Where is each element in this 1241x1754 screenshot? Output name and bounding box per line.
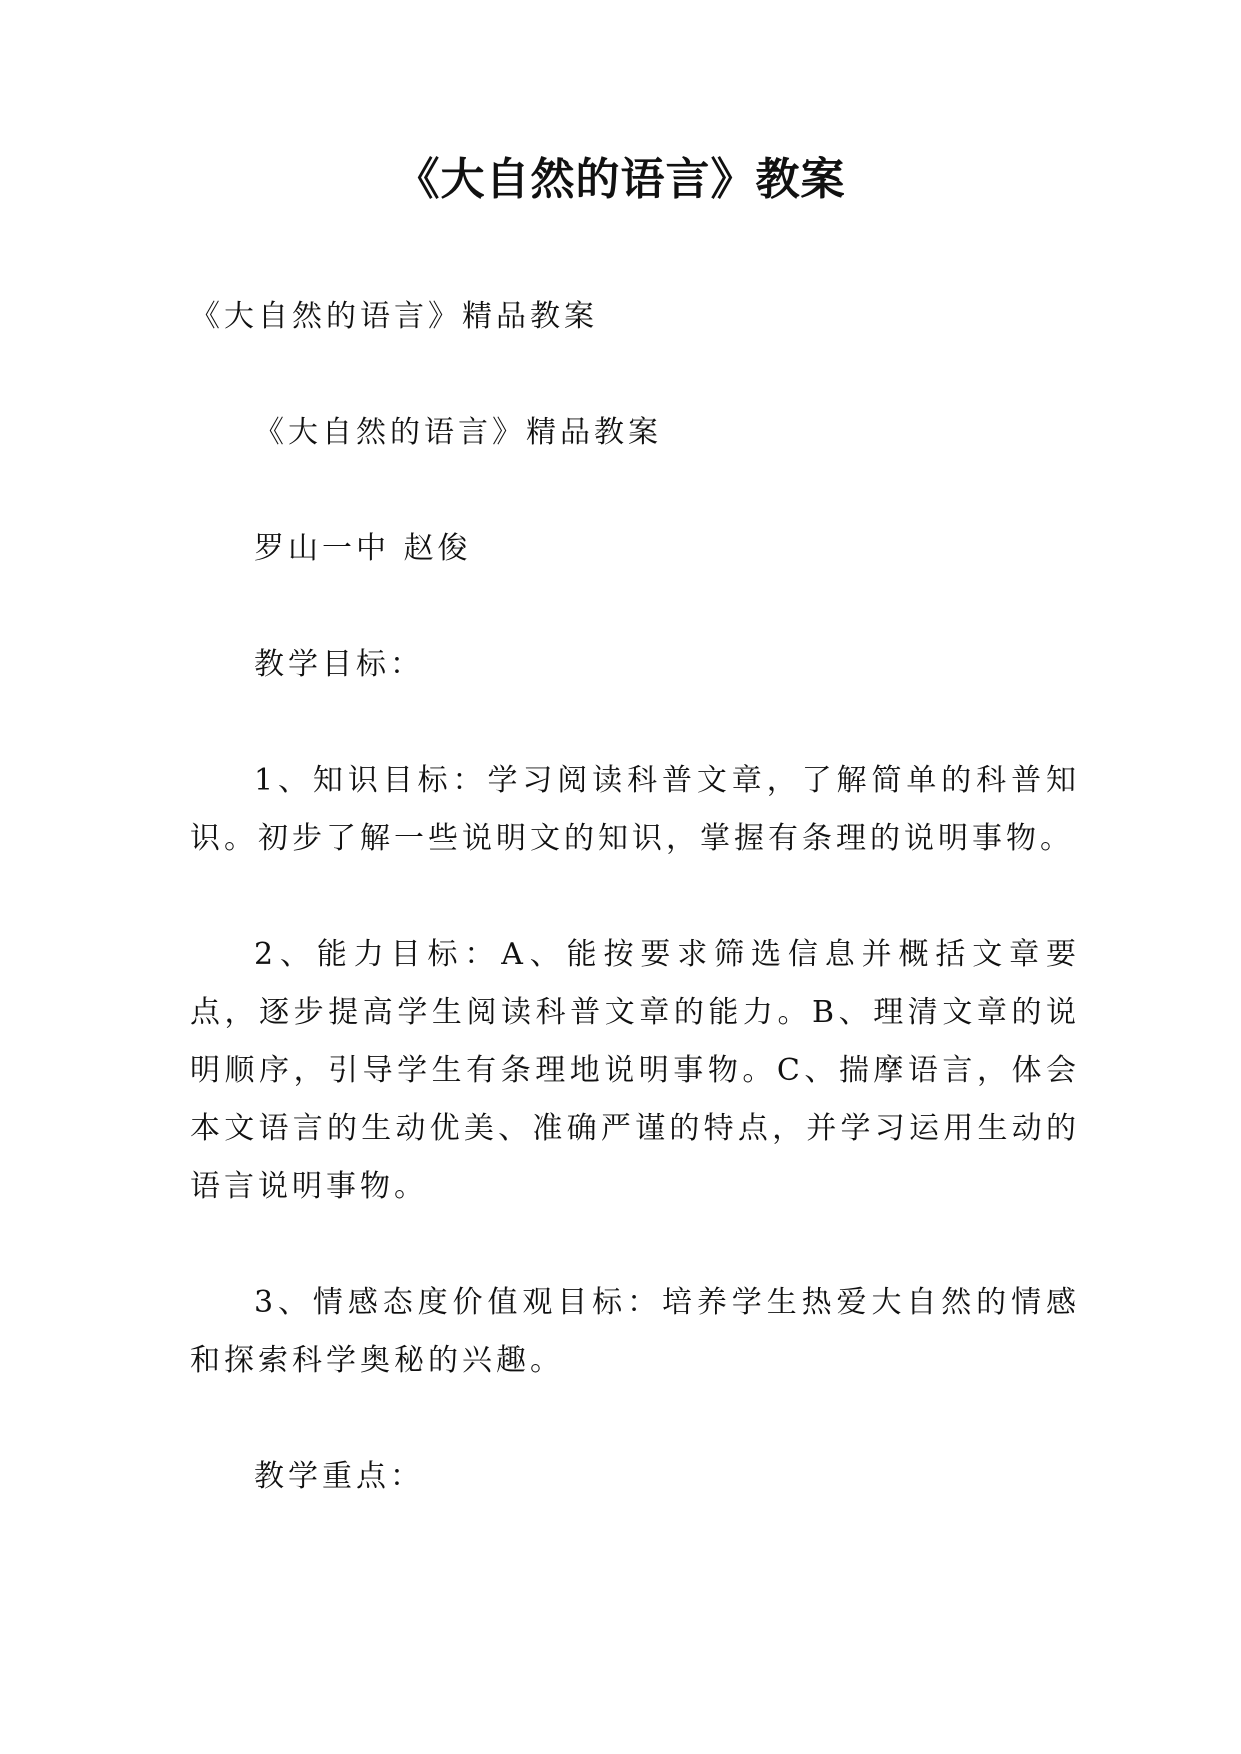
paragraph-subtitle: 《大自然的语言》精品教案 — [190, 299, 598, 334]
paragraph-emotion-goal: 3、情感态度价值观目标：培养学生热爱大自然的情感和探索科学奥秘的兴趣。 — [190, 1285, 1080, 1378]
paragraph-author: 罗山一中 赵俊 — [254, 531, 472, 566]
paragraph-ability-goal: 2、能力目标：A、能按要求筛选信息并概括文章要点，逐步提高学生阅读科普文章的能力。B、理清文章的说明顺序，引导学生有条理地说明事物。C、揣摩语言，体会本文语言的生动优美、准确严谨的特点，并学习运用生动的语言说明事物。 — [190, 937, 1080, 1204]
paragraph-knowledge-goal: 1、知识目标：学习阅读科普文章，了解简单的科普知识。初步了解一些说明文的知识，掌握有条理的说明事物。 — [190, 763, 1080, 856]
document-body — [190, 288, 1080, 1564]
paragraph-subtitle-indented: 《大自然的语言》精品教案 — [254, 415, 662, 450]
document-title: 《大自然的语言》教案 — [395, 154, 846, 205]
paragraph-teaching-goals-heading: 教学目标： — [254, 647, 424, 682]
paragraph-teaching-focus-heading: 教学重点： — [254, 1459, 424, 1494]
